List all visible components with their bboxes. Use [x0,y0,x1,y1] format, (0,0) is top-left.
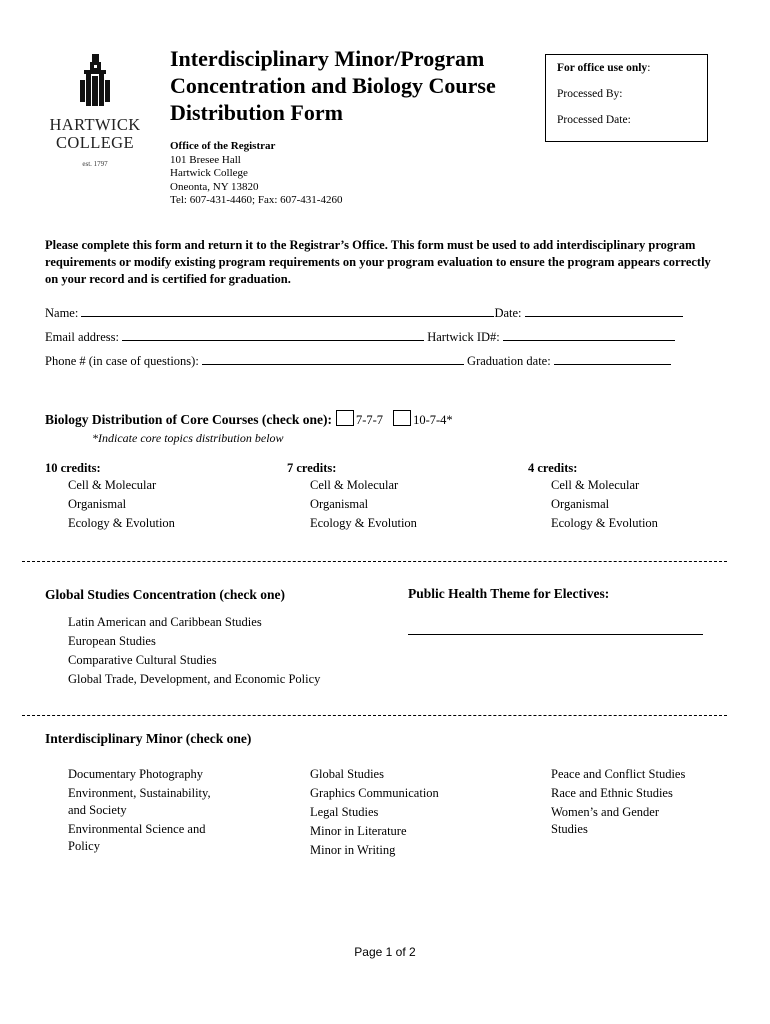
core-topics-note: *Indicate core topics distribution below [92,431,284,445]
checkbox-icon [45,766,68,783]
checkbox-icon [45,785,68,819]
processed-by-label: Processed By: [557,88,623,100]
hartwick-id-field[interactable] [503,328,675,341]
option-777-label: 7-7-7 [355,413,384,427]
email-id-row [45,328,675,345]
checkbox-icon [528,785,551,802]
college-logo [40,52,150,168]
list-item[interactable]: Legal Studies [287,803,439,822]
tower-icon [78,52,112,108]
list-item[interactable]: Cell & Molecular [528,476,658,495]
option-1074-label: 10-7-4* [413,413,453,427]
option-777-checkbox[interactable] [336,410,354,426]
list-item[interactable]: Ecology & Evolution [45,514,175,533]
list-item[interactable]: Organismal [287,495,417,514]
credits-10-heading: 10 credits: [45,461,101,475]
list-item[interactable]: Peace and Conflict Studies [528,766,728,783]
form-title: Interdisciplinary Minor/Program Concentration and Biology Course Distribution Form [170,46,496,125]
biology-heading-row [45,410,453,428]
list-item[interactable]: Organismal [45,495,175,514]
checkbox-icon [45,821,68,855]
checkbox-icon [287,784,310,803]
list-item[interactable]: Environmental Science and Policy [45,821,265,855]
checkbox-icon [287,803,310,822]
checkbox-icon [528,476,551,495]
section-divider [22,561,727,562]
checkbox-icon [287,822,310,841]
biology-col-10 [45,461,175,533]
section-divider [22,715,727,716]
phone-grad-row [45,352,671,369]
name-label: Name: [45,306,79,320]
list-item[interactable]: Ecology & Evolution [287,514,417,533]
list-item[interactable]: European Studies [45,632,320,651]
list-item[interactable]: Minor in Writing [287,841,439,860]
logo-line1: HARTWICK [49,115,141,134]
global-studies-list [45,613,320,689]
list-item[interactable]: Cell & Molecular [45,476,175,495]
logo-est: est. 1797 [82,160,108,168]
list-item[interactable]: Ecology & Evolution [528,514,658,533]
minor-col-2 [287,765,439,860]
list-item[interactable]: Race and Ethnic Studies [528,785,728,802]
public-health-heading: Public Health Theme for Electives: [408,586,610,601]
checkbox-icon [287,514,310,533]
checkbox-icon [528,514,551,533]
credits-7-heading: 7 credits: [287,461,337,475]
checkbox-icon [287,765,310,784]
option-1074-checkbox[interactable] [393,410,411,426]
list-item[interactable]: Latin American and Caribbean Studies [45,613,320,632]
credits-4-heading: 4 credits: [528,461,578,475]
public-health-field[interactable] [408,634,703,635]
list-item[interactable]: Cell & Molecular [287,476,417,495]
biology-heading: Biology Distribution of Core Courses (check one): [45,412,332,427]
phone-field[interactable] [202,352,464,365]
checkbox-icon [45,514,68,533]
hartwick-id-label: Hartwick ID#: [427,330,500,344]
date-label: Date: [494,306,522,320]
checkbox-icon [287,476,310,495]
office-use-label: For office use only: [557,62,651,74]
checkbox-icon [45,670,68,689]
biology-col-7 [287,461,417,533]
list-item[interactable]: Global Studies [287,765,439,784]
office-use-box [545,54,708,142]
list-item[interactable]: Graphics Communication [287,784,439,803]
page-number: Page 1 of 2 [354,945,416,959]
checkbox-icon [45,632,68,651]
checkbox-icon [45,651,68,670]
checkbox-icon [287,841,310,860]
date-field[interactable] [525,304,683,317]
minor-heading: Interdisciplinary Minor (check one) [45,731,252,746]
list-item[interactable]: Documentary Photography [45,766,265,783]
graduation-date-label: Graduation date: [467,354,551,368]
checkbox-icon [528,495,551,514]
checkbox-icon [45,495,68,514]
list-item[interactable]: Organismal [528,495,658,514]
logo-line2: COLLEGE [56,133,134,152]
graduation-date-field[interactable] [554,352,671,365]
global-studies-heading: Global Studies Concentration (check one) [45,587,286,602]
list-item[interactable]: Global Trade, Development, and Economic Policy [45,670,320,689]
phone-label: Phone # (in case of questions): [45,354,199,368]
email-field[interactable] [122,328,424,341]
list-item[interactable]: Minor in Literature [287,822,439,841]
checkbox-icon [528,766,551,783]
name-field[interactable] [81,304,494,317]
checkbox-icon [45,613,68,632]
checkbox-icon [287,495,310,514]
instructions-text: Please complete this form and return it to the Registrar’s Office. This form must be used to add interdisciplinary program requirements or modify existing program requirements on your program evaluation to ensure the program appears correctly on your record and is certified for graduation. [45,238,711,286]
name-date-row [45,304,683,321]
checkbox-icon [528,804,551,838]
processed-date-label: Processed Date: [557,114,631,126]
registrar-info: Office of the Registrar 101 Bresee Hall Hartwick College Oneonta, NY 13820 Tel: 607-431-4460; Fax: 607-431-4260 [170,140,343,206]
minor-col-1 [45,766,265,855]
email-label: Email address: [45,330,119,344]
minor-col-3 [528,766,728,838]
checkbox-icon [45,476,68,495]
list-item[interactable]: Women’s and Gender Studies [528,804,728,838]
list-item[interactable]: Environment, Sustainability, and Society [45,785,265,819]
biology-col-4 [528,461,658,533]
list-item[interactable]: Comparative Cultural Studies [45,651,320,670]
